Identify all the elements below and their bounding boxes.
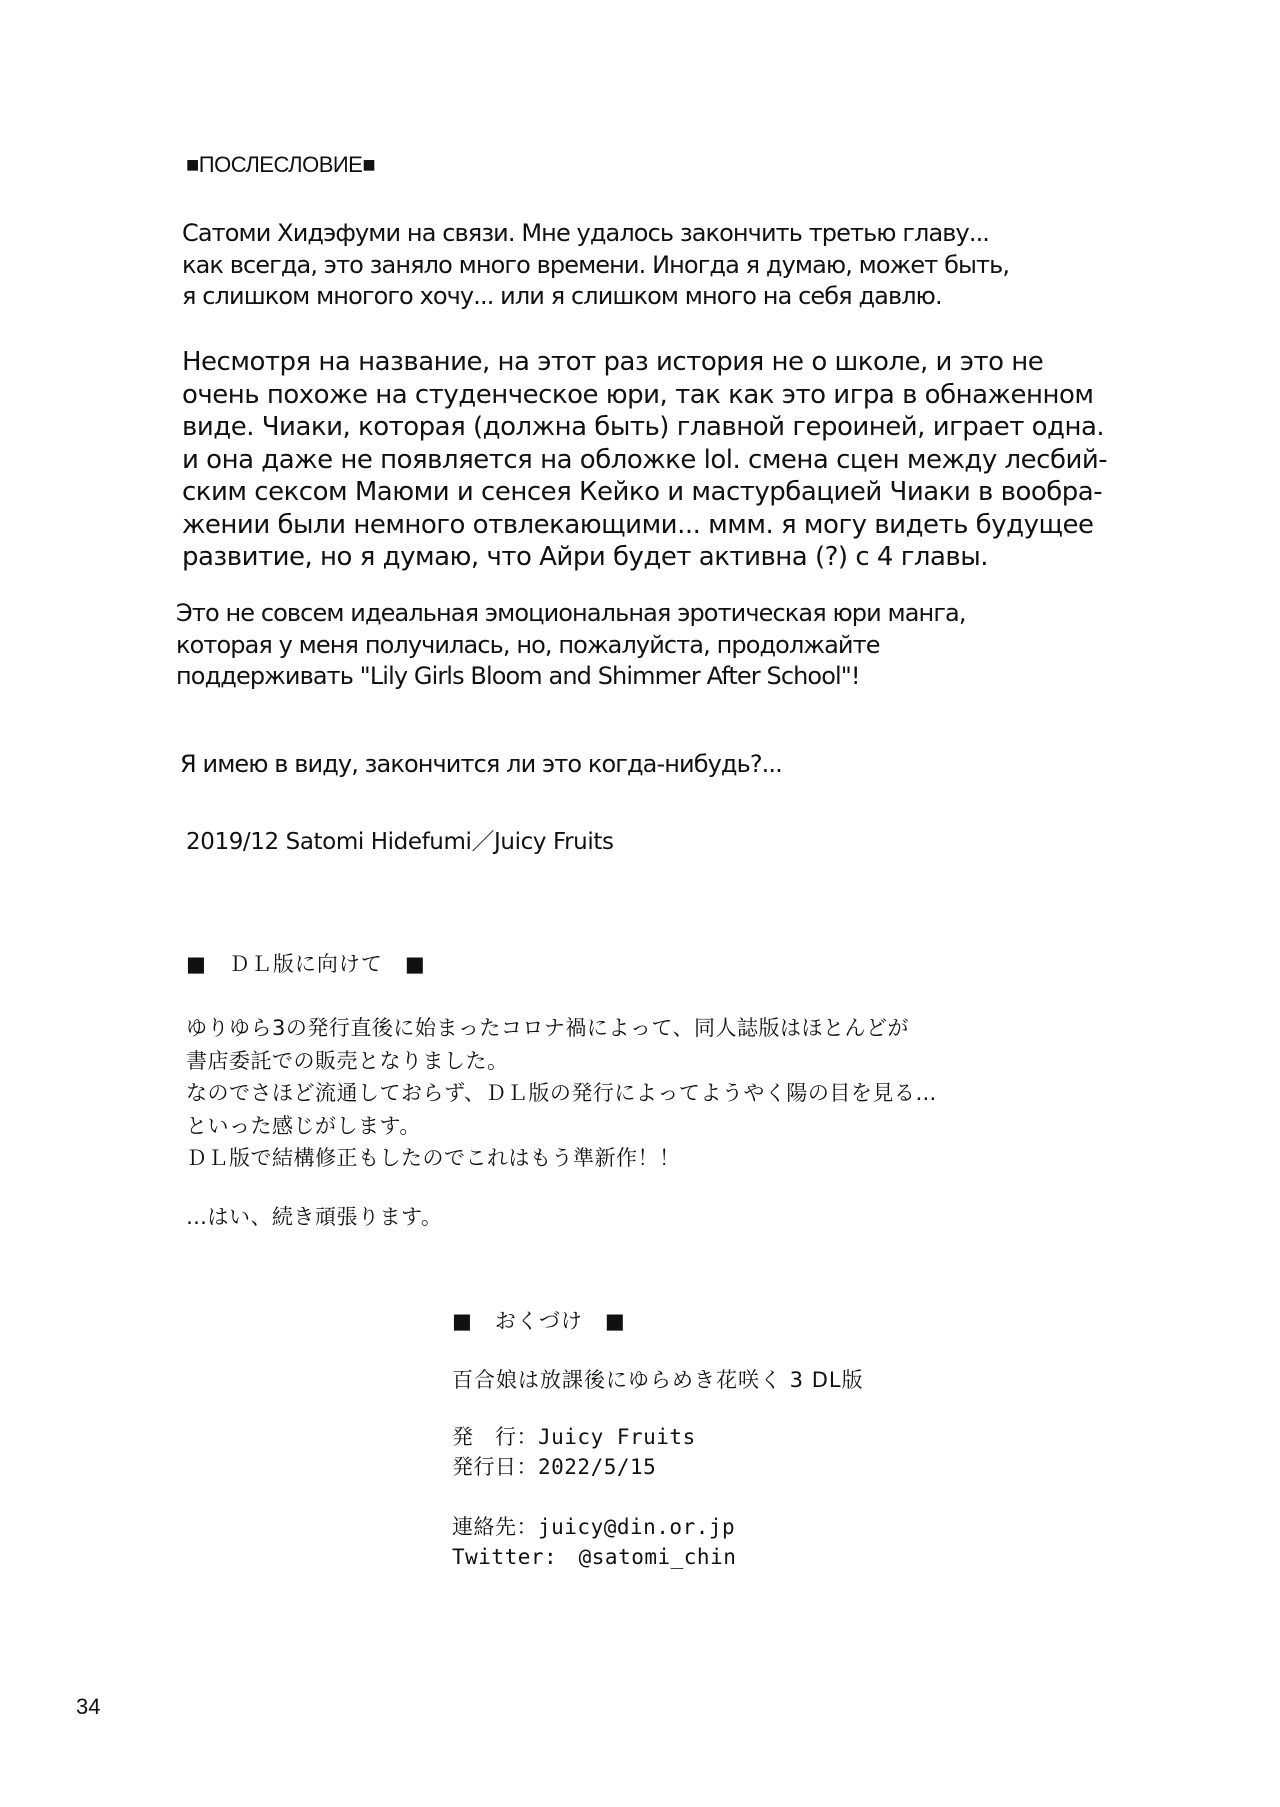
colophon-title: 百合娘は放課後にゆらめき花咲く 3 DL版 [452,1368,864,1392]
text-line: очень похоже на студенческое юри, так как это игра в обнаженном [182,379,1094,410]
colophon-date: 発行日：2022/5/15 [452,1455,657,1479]
colophon-publication [452,1422,696,1482]
colophon-publisher: 発 行：Juicy Fruits [452,1425,696,1449]
text-line: я слишком многого хочу... или я слишком много на себя давлю. [182,282,942,310]
text-line: поддерживать "Lily Girls Bloom and Shimmer After School"! [176,662,860,690]
text-line: ゆりゆら3の発行直後に始まったコロナ禍によって、同人誌版はほとんどが [186,1016,909,1040]
dl-note-closing: …はい、続き頑張ります。 [186,1205,443,1229]
text-line: ＤＬ版で結構修正もしたのでこれはもう準新作！！ [186,1146,681,1170]
dl-note-body [186,1012,937,1175]
afterword-paragraph-1 [182,218,1009,313]
dl-note-heading: ■ ＤＬ版に向けて ■ [186,952,426,976]
colophon-twitter: Twitter: @satomi_chin [452,1545,737,1569]
colophon-contact: 連絡先：juicy@din.or.jp [452,1515,736,1539]
text-line: といった感じがします。 [186,1113,421,1138]
text-line: なのでさほど流通しておらず、ＤＬ版の発行によってようやく陽の目を見る… [186,1081,937,1105]
text-line: жении были немного отвлекающими... ммм. я могу видеть будущее [182,509,1094,540]
colophon-heading: ■ おくづけ ■ [452,1309,626,1333]
text-line: Несмотря на название, на этот раз история не о школе, и это не [182,347,1044,377]
afterword-signature: 2019/12 Satomi Hidefumi／Juicy Fruits [186,829,614,855]
text-line: Это не совсем идеальная эмоциональная эротическая юри манга, [176,599,966,627]
text-line: как всегда, это заняло много времени. Иногда я думаю, может быть, [182,250,1010,279]
afterword-heading: ■ПОСЛЕСЛОВИЕ■ [186,152,376,177]
page-number: 34 [76,1694,101,1719]
text-line: виде. Чиаки, которая (должна быть) главной героиней, играет одна. [182,412,1105,442]
text-line: и она даже не появляется на обложке lol. смена сцен между лесбий- [182,444,1108,475]
text-line: развитие, но я думаю, что Айри будет активна (?) с 4 главы. [182,542,989,572]
text-line: Сатоми Хидэфуми на связи. Мне удалось закончить третью главу... [182,219,990,247]
text-line: 書店委託での販売となりました。 [186,1048,509,1073]
colophon-contact-info [452,1512,736,1572]
afterword-paragraph-4: Я имею в виду, закончится ли это когда-нибудь?... [180,750,782,778]
afterword-paragraph-3 [176,598,966,693]
text-line: ским сексом Маюми и сенсея Кейко и мастурбацией Чиаки в вообра- [182,477,1103,507]
afterword-paragraph-2 [182,346,1107,574]
text-line: которая у меня получилась, но, пожалуйста, продолжайте [176,630,880,659]
